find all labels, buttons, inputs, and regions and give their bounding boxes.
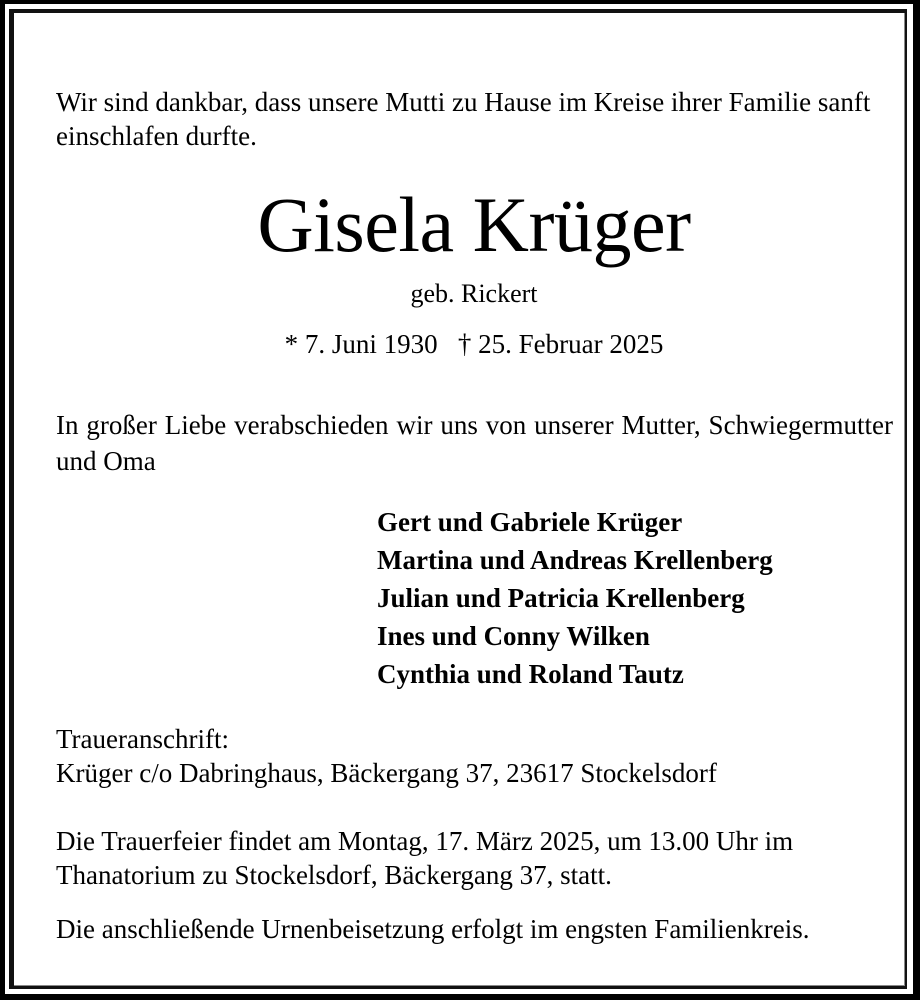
funeral-service-info: Die Trauerfeier findet am Montag, 17. März 2025, um 13.00 Uhr im Thanatorium zu Stockelsdorf, Bäckergang 37, statt.	[56, 826, 794, 890]
mourner-entry: Martina und Andreas Krellenberg	[377, 545, 773, 575]
address-value: Krüger c/o Dabringhaus, Bäckergang 37, 23617 Stockelsdorf	[56, 758, 717, 788]
deceased-name: Gisela Krüger	[257, 181, 691, 268]
farewell-text: In großer Liebe verabschieden wir uns von unserer Mutter, Schwiegermutter und Oma	[56, 410, 893, 476]
mourner-entry: Julian und Patricia Krellenberg	[377, 583, 745, 613]
birth-name: geb. Rickert	[410, 279, 538, 308]
mourner-entry: Gert und Gabriele Krüger	[377, 507, 683, 537]
mourner-entry: Ines und Conny Wilken	[377, 621, 650, 651]
life-dates: * 7. Juni 1930 † 25. Februar 2025	[284, 329, 664, 359]
intro-text: Wir sind dankbar, dass unsere Mutti zu Hause im Kreise ihrer Familie sanft einschlafen durfte.	[56, 87, 871, 151]
mourners-list	[377, 503, 773, 693]
mourner-entry: Cynthia und Roland Tautz	[377, 659, 684, 689]
burial-info: Die anschließende Urnenbeisetzung erfolgt im engsten Familienkreis.	[56, 914, 810, 944]
obituary-notice	[14, 13, 905, 986]
mourning-address	[56, 722, 896, 790]
address-label: Traueranschrift:	[56, 724, 229, 754]
